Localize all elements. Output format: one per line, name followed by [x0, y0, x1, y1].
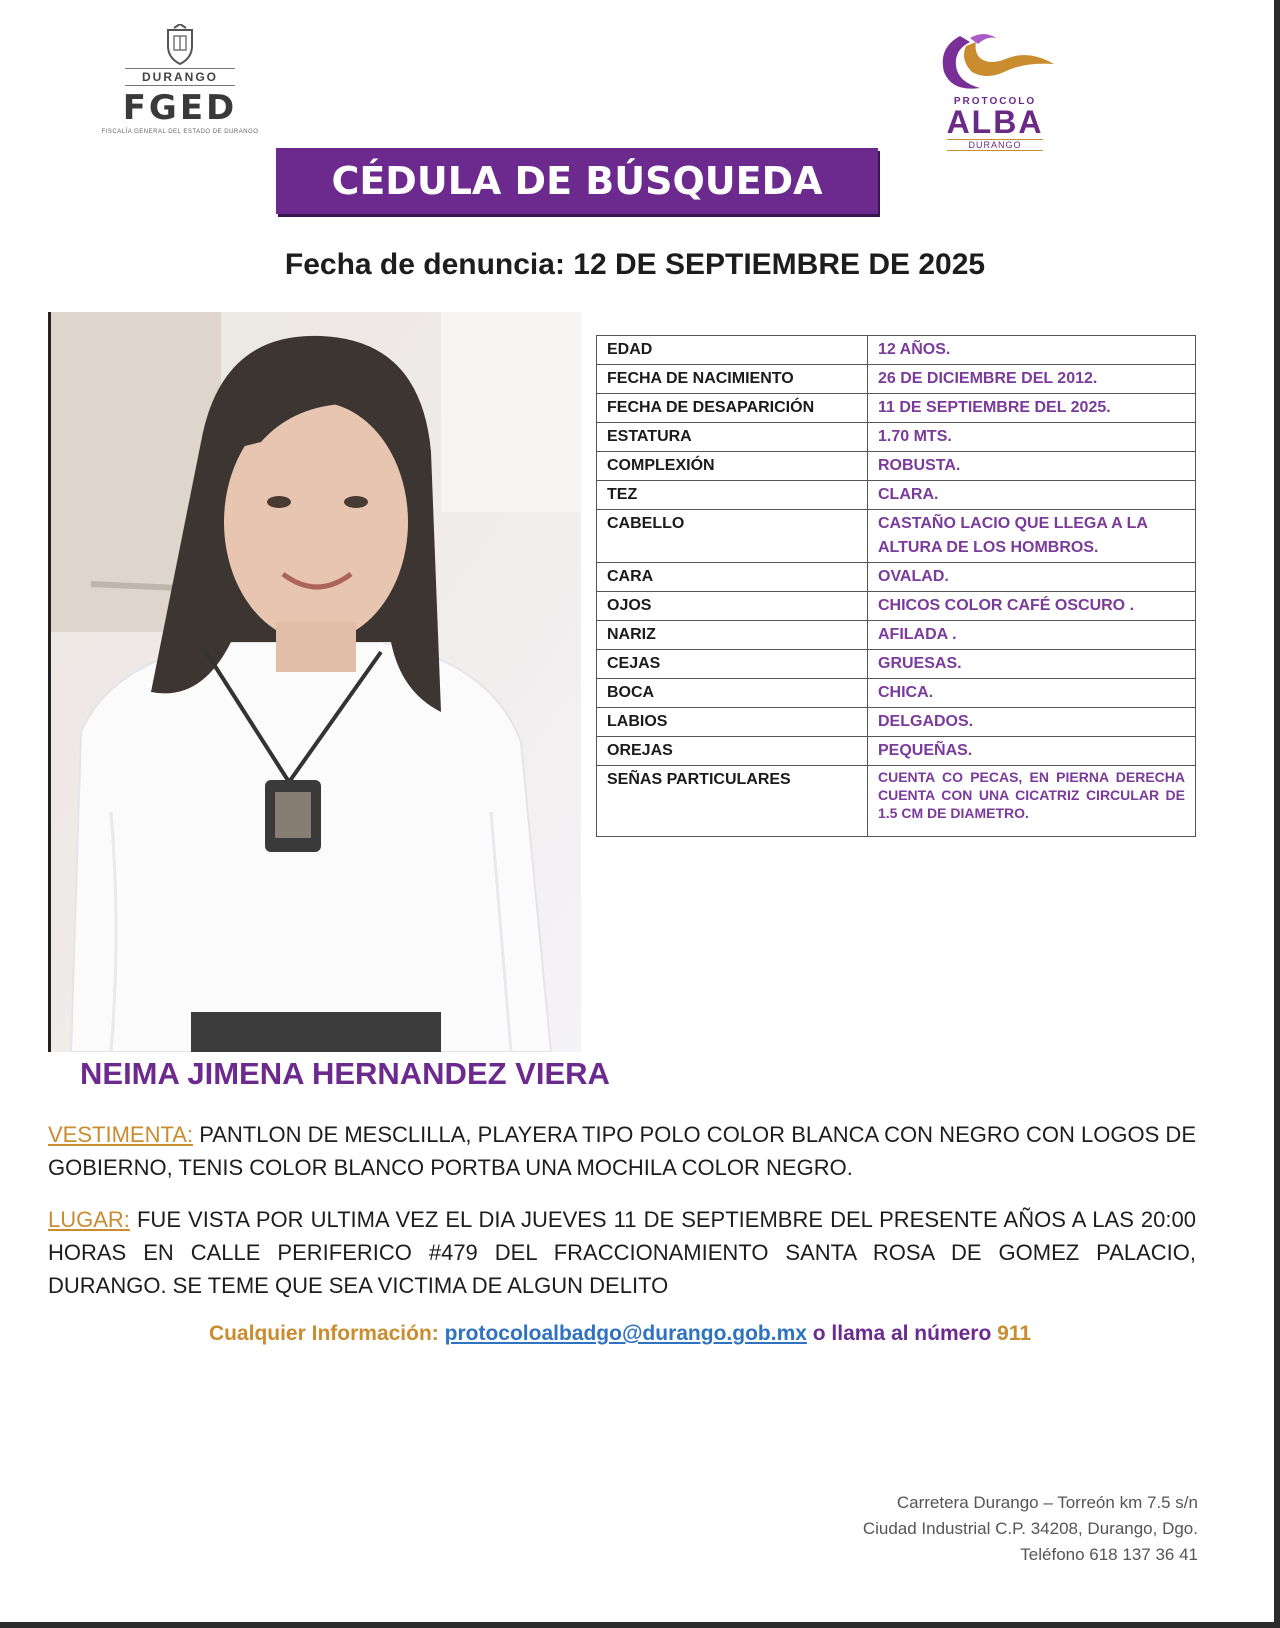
detail-label: OREJAS [597, 737, 868, 766]
alba-name: ALBA [946, 104, 1044, 140]
table-row [597, 708, 1196, 737]
contact-line [0, 1322, 1240, 1346]
alba-logo [920, 28, 1070, 178]
table-row [597, 766, 1196, 837]
fged-acronym: FGED [122, 88, 238, 128]
detail-value: CHICA. [868, 679, 1196, 708]
detail-value: CASTAÑO LACIO QUE LLEGA A LA ALTURA DE LOS HOMBROS. [868, 510, 1196, 563]
report-date: Fecha de denuncia: 12 DE SEPTIEMBRE DE 2025 [284, 248, 986, 281]
alba-emblem-icon [930, 28, 1060, 98]
clothing-paragraph [48, 1118, 1196, 1184]
page-title: CÉDULA DE BÚSQUEDA [276, 148, 878, 214]
place-paragraph [48, 1203, 1196, 1302]
clothing-label: VESTIMENTA: [48, 1122, 194, 1147]
address-line: Ciudad Industrial C.P. 34208, Durango, Dgo. [862, 1519, 1198, 1538]
footer-address [863, 1490, 1198, 1568]
person-photo [48, 312, 581, 1052]
table-row [597, 737, 1196, 766]
detail-value: DELGADOS. [868, 708, 1196, 737]
detail-value: ROBUSTA. [868, 452, 1196, 481]
detail-label: FECHA DE DESAPARICIÓN [597, 394, 868, 423]
table-row [597, 394, 1196, 423]
contact-email-link[interactable]: protocoloalbadgo@durango.gob.mx [444, 1322, 807, 1345]
contact-mid: o llama al número [806, 1322, 998, 1345]
detail-value: 1.70 MTS. [868, 423, 1196, 452]
detail-value: 26 DE DICIEMBRE DEL 2012. [868, 365, 1196, 394]
detail-label: EDAD [597, 336, 868, 365]
table-row [597, 679, 1196, 708]
fged-fine-print: FISCALÍA GENERAL DEL ESTADO DE DURANGO [101, 129, 259, 135]
detail-label: CEJAS [597, 650, 868, 679]
person-name: NEIMA JIMENA HERNANDEZ VIERA [80, 1056, 610, 1091]
table-row [597, 592, 1196, 621]
detail-value: CLARA. [868, 481, 1196, 510]
detail-label: ESTATURA [597, 423, 868, 452]
table-row [597, 481, 1196, 510]
detail-label: SEÑAS PARTICULARES [597, 766, 868, 837]
fged-logo [100, 24, 260, 154]
detail-label: FECHA DE NACIMIENTO [597, 365, 868, 394]
detail-label: NARIZ [597, 621, 868, 650]
address-line: Carretera Durango – Torreón km 7.5 s/n [896, 1493, 1198, 1512]
detail-label: COMPLEXIÓN [597, 452, 868, 481]
detail-value: CUENTA CO PECAS, EN PIERNA DERECHA CUENTA CON UNA CICATRIZ CIRCULAR DE 1.5 CM DE DIAMETRO. [868, 766, 1196, 837]
table-row [597, 621, 1196, 650]
detail-value: 11 DE SEPTIEMBRE DEL 2025. [868, 394, 1196, 423]
detail-value: GRUESAS. [868, 650, 1196, 679]
clothing-text: PANTLON DE MESCLILLA, PLAYERA TIPO POLO COLOR BLANCA CON NEGRO CON LOGOS DE GOBIERNO, TENIS COLOR BLANCO PORTBA UNA MOCHILA COLOR NEGRO. [48, 1122, 1196, 1180]
detail-value: 12 AÑOS. [868, 336, 1196, 365]
detail-value: AFILADA . [868, 621, 1196, 650]
detail-value: CHICOS COLOR CAFÉ OSCURO . [868, 592, 1196, 621]
detail-label: CARA [597, 563, 868, 592]
table-row [597, 423, 1196, 452]
place-label: LUGAR: [48, 1207, 130, 1232]
table-row [597, 452, 1196, 481]
table-row [597, 563, 1196, 592]
alba-sub: DURANGO [947, 139, 1043, 151]
page-edge-right [1274, 0, 1280, 1628]
detail-label: OJOS [597, 592, 868, 621]
alba-protocol: PROTOCOLO [953, 96, 1037, 107]
contact-lead: Cualquier Información: [208, 1322, 445, 1345]
address-phone: Teléfono 618 137 36 41 [1020, 1545, 1198, 1564]
detail-label: BOCA [597, 679, 868, 708]
table-row [597, 365, 1196, 394]
coat-of-arms-icon [160, 24, 200, 66]
table-row [597, 336, 1196, 365]
detail-value: OVALAD. [868, 563, 1196, 592]
detail-label: CABELLO [597, 510, 868, 563]
fged-state: DURANGO [125, 68, 235, 86]
detail-value: PEQUEÑAS. [868, 737, 1196, 766]
detail-label: LABIOS [597, 708, 868, 737]
table-row [597, 650, 1196, 679]
place-text: FUE VISTA POR ULTIMA VEZ EL DIA JUEVES 11 DE SEPTIEMBRE DEL PRESENTE AÑOS A LAS 20:00 HORAS EN CALLE PERIFERICO #479 DEL FRACCIONAMIENTO SANTA ROSA DE GOMEZ PALACIO, DURANGO. SE TEME QUE SEA VICTIMA DE ALGUN DELITO [48, 1207, 1196, 1298]
page-edge-bottom [0, 1622, 1280, 1628]
contact-phone: 911 [997, 1322, 1032, 1345]
detail-label: TEZ [597, 481, 868, 510]
table-row [597, 510, 1196, 563]
details-table [596, 335, 1196, 837]
